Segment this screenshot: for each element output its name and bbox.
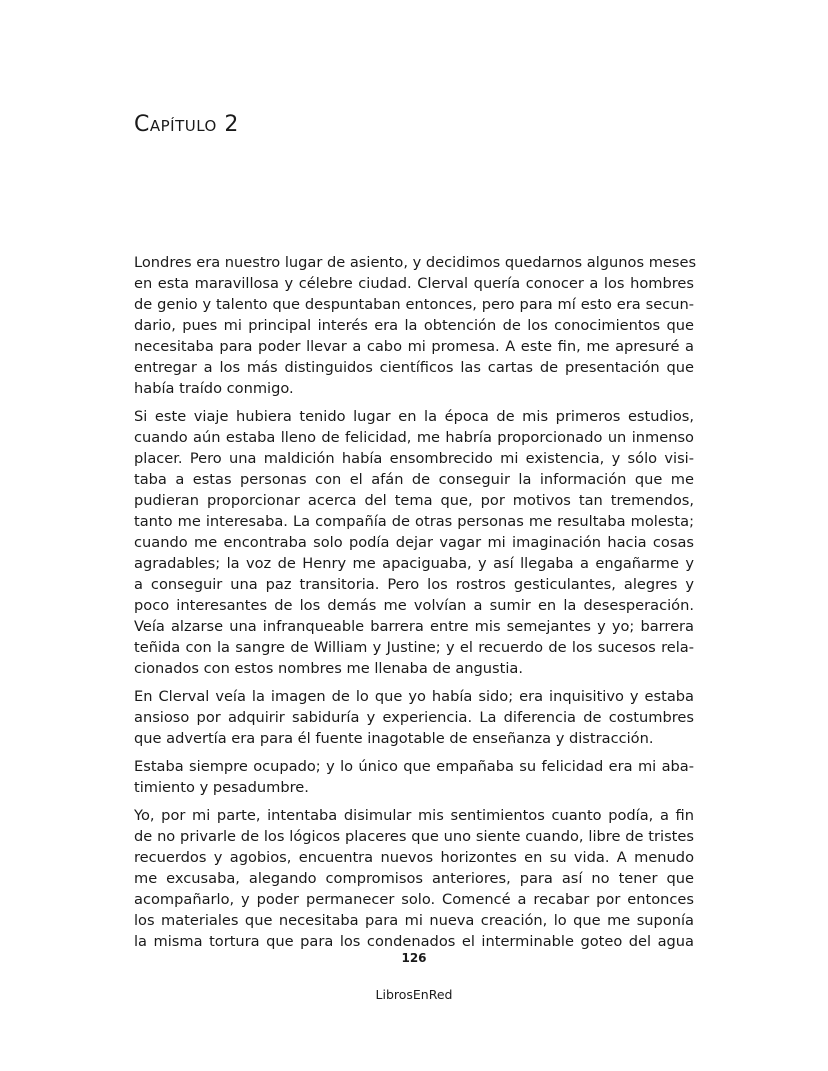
page-number: 126: [401, 951, 427, 965]
text-line: taba a estas personas con el afán de conseguir la información que me: [134, 471, 694, 488]
text-line: de genio y talento que despuntaban entonces, pero para mí esto era secun-: [134, 296, 694, 313]
text-line: teñida con la sangre de William y Justine; y el recuerdo de los sucesos rela-: [134, 639, 694, 656]
text-line: dario, pues mi principal interés era la obtención de los conocimientos que: [134, 317, 694, 334]
text-line: placer. Pero una maldición había ensombrecido mi existencia, y sólo visi-: [134, 450, 694, 467]
text-line: necesitaba para poder llevar a cabo mi promesa. A este fin, me apresuré a: [134, 338, 694, 355]
publisher-footer: LibrosEnRed: [375, 987, 453, 1002]
paragraph: [134, 756, 694, 798]
text-line: recuerdos y agobios, encuentra nuevos horizontes en su vida. A menudo: [134, 849, 694, 866]
paragraph: [134, 252, 697, 399]
chapter-heading: Capítulo 2: [134, 112, 239, 137]
text-line: en esta maravillosa y célebre ciudad. Clerval quería conocer a los hombres: [134, 275, 694, 292]
text-line: tanto me interesaba. La compañía de otras personas me resultaba molesta;: [134, 513, 694, 530]
text-line: pudieran proporcionar acerca del tema que, por motivos tan tremendos,: [134, 492, 694, 509]
body-text: [134, 252, 697, 959]
text-line: cionados con estos nombres me llenaba de angustia.: [134, 660, 524, 677]
text-line: la misma tortura que para los condenados el interminable goteo del agua: [134, 933, 694, 950]
paragraph: [134, 686, 694, 749]
text-line: Si este viaje hubiera tenido lugar en la época de mis primeros estudios,: [134, 408, 694, 425]
text-line: poco interesantes de los demás me volvían a sumir en la desesperación.: [134, 597, 694, 614]
text-line: había traído conmigo.: [134, 380, 294, 397]
text-line: entregar a los más distinguidos científicos las cartas de presentación que: [134, 359, 694, 376]
text-line: timiento y pesadumbre.: [134, 779, 309, 796]
text-line: En Clerval veía la imagen de lo que yo había sido; era inquisitivo y estaba: [134, 688, 694, 705]
text-line: cuando me encontraba solo podía dejar vagar mi imaginación hacia cosas: [134, 534, 694, 551]
paragraph: [134, 406, 694, 679]
text-line: me excusaba, alegando compromisos anteriores, para así no tener que: [134, 870, 694, 887]
paragraph: [134, 805, 694, 952]
text-line: Yo, por mi parte, intentaba disimular mis sentimientos cuanto podía, a fin: [134, 807, 694, 824]
text-line: Londres era nuestro lugar de asiento, y decidimos quedarnos algunos meses: [134, 254, 697, 271]
text-line: acompañarlo, y poder permanecer solo. Comencé a recabar por entonces: [134, 891, 694, 908]
text-line: que advertía era para él fuente inagotable de enseñanza y distracción.: [134, 730, 654, 747]
text-line: Estaba siempre ocupado; y lo único que empañaba su felicidad era mi aba-: [134, 758, 694, 775]
text-line: los materiales que necesitaba para mi nueva creación, lo que me suponía: [134, 912, 694, 929]
text-line: ansioso por adquirir sabiduría y experiencia. La diferencia de costumbres: [134, 709, 694, 726]
text-line: Veía alzarse una infranqueable barrera entre mis semejantes y yo; barrera: [134, 618, 694, 635]
text-line: cuando aún estaba lleno de felicidad, me habría proporcionado un inmenso: [134, 429, 694, 446]
text-line: a conseguir una paz transitoria. Pero los rostros gesticulantes, alegres y: [134, 576, 694, 593]
text-line: de no privarle de los lógicos placeres que uno siente cuando, libre de tristes: [134, 828, 694, 845]
text-line: agradables; la voz de Henry me apaciguaba, y así llegaba a engañarme y: [134, 555, 694, 572]
